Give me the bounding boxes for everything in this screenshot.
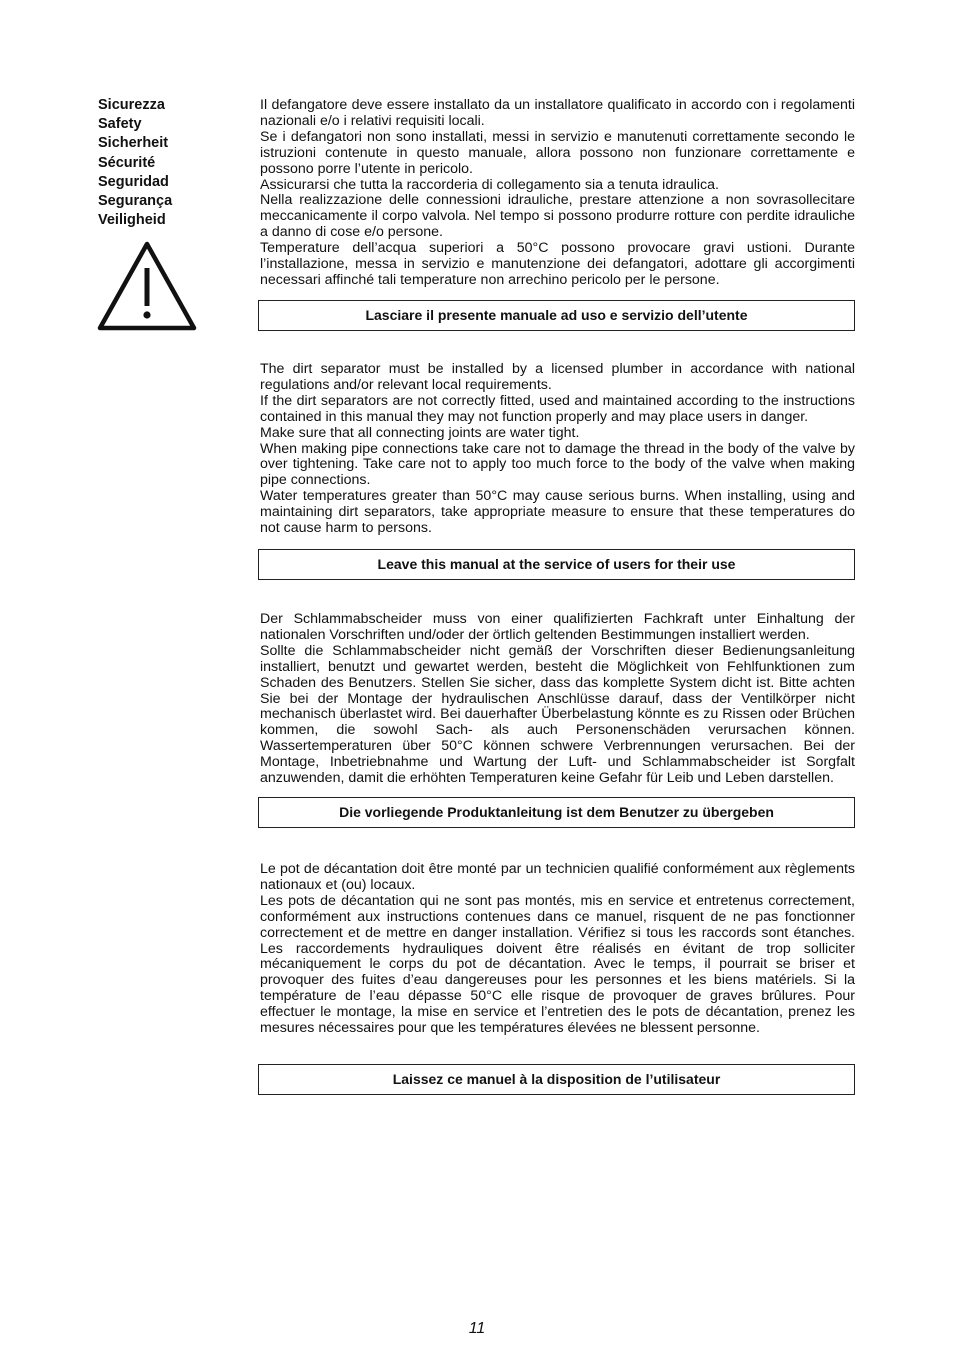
title-italian: Sicurezza [98, 97, 165, 113]
notice-box-french: Laissez ce manuel à la disposition de l’utilisateur [258, 1064, 855, 1095]
paragraph: Der Schlammabscheider muss von einer qualifizierten Fachkraft unter Einhaltung der nationalen Vorschriften und/oder der örtlich geltenden Bestimmungen installiert werden. [260, 611, 855, 643]
paragraph: Il defangatore deve essere installato da un installatore qualificato in accordo con i regolamenti nazionali e/o i relativi requisiti locali. [260, 97, 855, 129]
section-german [260, 612, 855, 787]
paragraph: Nella realizzazione delle connessioni idrauliche, prestare attenzione a non sovrasollecitare meccanicamente il corpo valvola. Nel tempo si possono produrre rotture con perdite idrauliche a danno di cose e/o persone. [260, 192, 855, 241]
page-number: 11 [468, 1320, 486, 1337]
section-english [260, 362, 855, 537]
paragraph: Water temperatures greater than 50°C may cause serious burns. When installing, using and maintaining dirt separators, take appropriate measure to ensure that these temperatures do not cause harm to persons. [260, 488, 855, 537]
paragraph: Assicurarsi che tutta la raccorderia di collegamento sia a tenuta idraulica. [260, 176, 719, 193]
paragraph: Temperature dell’acqua superiori a 50°C possono provocare gravi ustioni. Durante l’installazione, messa in servizio e manutenzione dei defangatori, adottare gli accorgimenti necessari affinché tali temperature non arrechino pericolo per le persone. [260, 240, 855, 288]
warning-triangle-icon [96, 240, 198, 332]
paragraph: Le pot de décantation doit être monté par un technicien qualifié conformément aux règlements nationaux et (ou) locaux. [260, 861, 855, 893]
section-italian [260, 98, 855, 289]
title-portuguese: Segurança [98, 193, 173, 210]
notice-box-german: Die vorliegende Produktanleitung ist dem Benutzer zu übergeben [258, 797, 855, 828]
title-german: Sicherheit [98, 135, 169, 152]
paragraph: The dirt separator must be installed by a licensed plumber in accordance with national regulations and/or relevant local requirements. [260, 361, 855, 393]
title-dutch: Veiligheid [98, 212, 166, 229]
paragraph: If the dirt separators are not correctly fitted, used and maintained according to the instructions contained in this manual they may not function properly and may place users in danger. [260, 392, 855, 425]
paragraph: Se i defangatori non sono installati, messi in servizio e manutenuti correttamente secondo le istruzioni contenute in questo manuale, allora possono non funzionare correttamente e possono porre l’utente in pericolo. [260, 128, 855, 177]
title-spanish: Seguridad [98, 173, 169, 190]
title-french: Sécurité [98, 154, 156, 171]
paragraph: When making pipe connections take care not to damage the thread in the body of the valve by over tightening. Take care not to apply too much force to the body of the valve when making pipe connections. [260, 440, 855, 489]
notice-box-english: Leave this manual at the service of users for their use [258, 549, 855, 580]
section-french [260, 862, 855, 1037]
notice-box-italian: Lasciare il presente manuale ad uso e servizio dell’utente [258, 300, 855, 331]
sidebar-titles [98, 96, 238, 230]
paragraph: Sollte die Schlammabscheider nicht gemäß der Vorschriften dieser Bedienungsanleitung installiert, benutzt und gewartet werden, besteht die Möglichkeit von Fehlfunktionen zum Schaden des Benutzers. Stellen Sie sicher, dass das komplette System dicht ist. Bitte achten Sie bei der Montage der hydraulischen Anschlüsse darauf, dass der Ventilkörper nicht mechanisch überlastet wird. Bei dauerhafter Überbelastung könnte es zu Rissen oder Brüchen kommen, die sowohl Sach- als auch Personenschäden verursachen können. Wassertemperaturen über 50°C können schwere Verbrennungen verursachen. Bei der Montage, Inbetriebnahme und Wartung der Luft- und Schlammabscheider ist Sorgfalt anzuwenden, damit die erhöhten Temperaturen keine Gefahr für Leib und Leben darstellen. [260, 642, 855, 787]
title-english: Safety [98, 116, 142, 133]
paragraph: Les pots de décantation qui ne sont pas montés, mis en service et entretenus correctement, conformément aux instructions contenues dans ce manuel, risquent de ne pas fonctionner correctement et de mettre en danger installation. Vérifiez si tous les raccords sont étanches. Les raccordements hydrauliques doivent être réalisés en évitant de trop solliciter mécaniquement le corps du pot de décantation. Avec le temps, il pourrait se briser et provoquer des fuites d’eau dangereuses pour les personnes et les biens matériels. Si la température de l’eau dépasse 50°C elle risque de provoquer de graves brûlures. Pour effectuer le montage, la mise en service et l’entretien des le pots de décantation, prenez les mesures nécessaires pour que les températures élevées ne blessent personne. [260, 892, 855, 1037]
paragraph: Make sure that all connecting joints are water tight. [260, 424, 580, 441]
